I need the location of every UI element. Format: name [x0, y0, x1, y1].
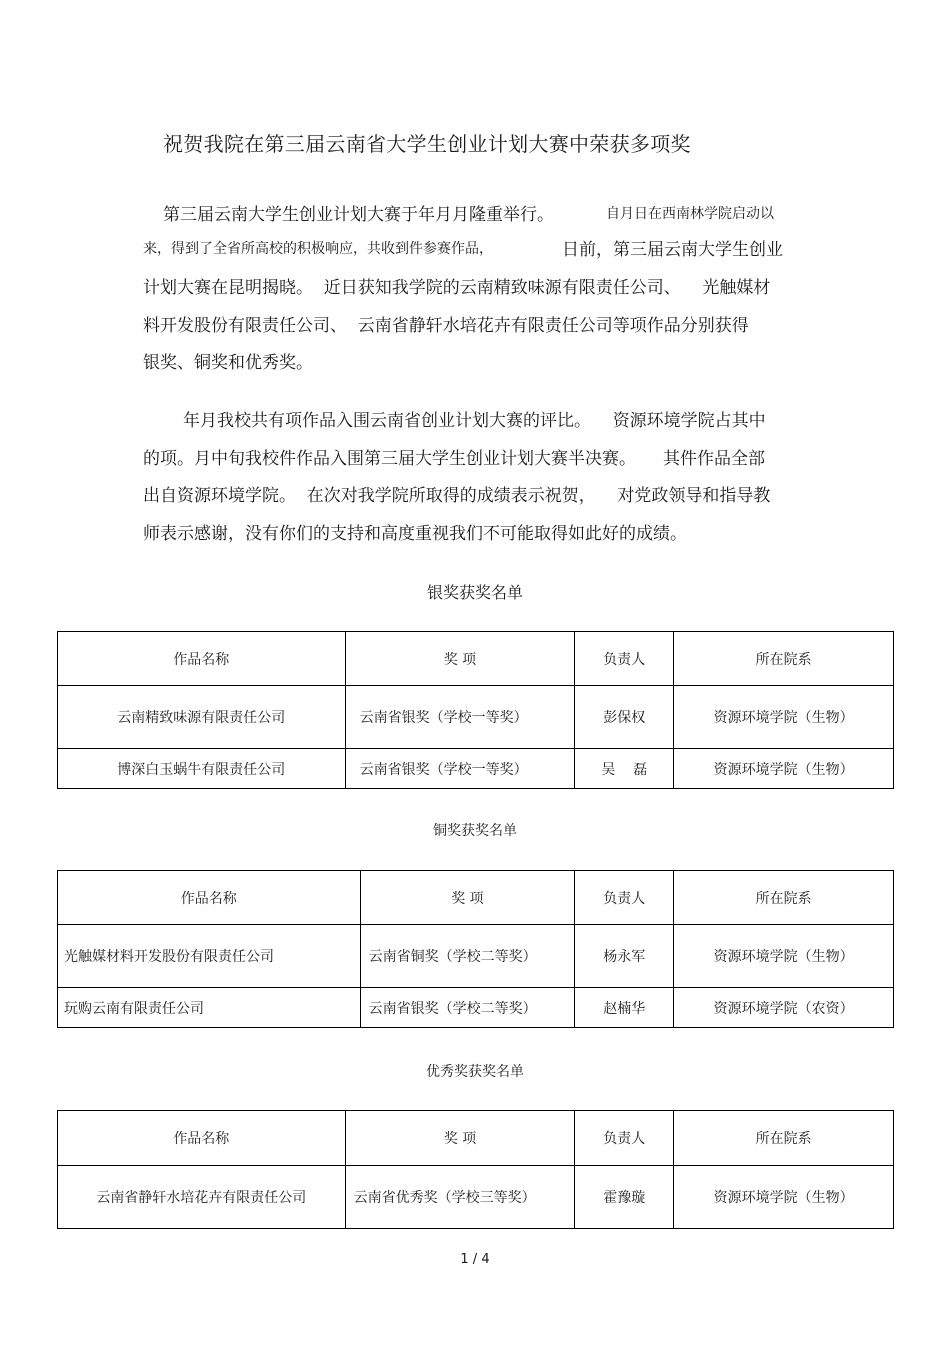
table-header-row	[58, 632, 894, 686]
paragraph2-line2: 的项。月中旬我校件作品入围第三届大学生创业计划大赛半决赛。 其件作品全部	[143, 449, 766, 469]
header-person: 负责人	[575, 1111, 674, 1166]
cell-name: 玩购云南有限责任公司	[58, 988, 361, 1028]
silver-table	[57, 631, 894, 789]
cell-dept: 资源环境学院（农资）	[674, 988, 894, 1028]
header-award: 奖 项	[345, 632, 575, 686]
header-dept: 所在院系	[674, 632, 894, 686]
cell-award: 云南省优秀奖（学校三等奖）	[345, 1166, 575, 1229]
header-award: 奖 项	[345, 1111, 575, 1166]
cell-person: 赵楠华	[575, 988, 674, 1028]
cell-award: 云南省银奖（学校一等奖）	[345, 749, 575, 789]
paragraph1-line2a: 来，得到了全省所高校的积极响应，共收到件参赛作品，	[143, 241, 493, 257]
cell-award: 云南省银奖（学校一等奖）	[345, 686, 575, 749]
header-dept: 所在院系	[674, 871, 894, 925]
paragraph2-line3: 出自资源环境学院。 在次对我学院所取得的成绩表示祝贺， 对党政领导和指导教	[143, 486, 771, 506]
header-name: 作品名称	[58, 1111, 346, 1166]
header-name: 作品名称	[58, 632, 346, 686]
table-row	[58, 749, 894, 789]
table-header-row	[58, 1111, 894, 1166]
cell-award: 云南省银奖（学校二等奖）	[360, 988, 575, 1028]
cell-person: 杨永军	[575, 925, 674, 988]
header-award: 奖 项	[360, 871, 575, 925]
table-row	[58, 925, 894, 988]
excellent-caption: 优秀奖获奖名单	[426, 1064, 524, 1080]
cell-dept: 资源环境学院（生物）	[674, 686, 894, 749]
table-row	[58, 988, 894, 1028]
table-header-row	[58, 871, 894, 925]
paragraph1-line2b: 日前，第三届云南大学生创业	[562, 240, 783, 260]
page-title: 祝贺我院在第三届云南省大学生创业计划大赛中荣获多项奖	[163, 132, 691, 156]
paragraph2-line4: 师表示感谢，没有你们的支持和高度重视我们不可能取得如此好的成绩。	[143, 524, 687, 544]
paragraph1-line3: 计划大赛在昆明揭晓。 近日获知我学院的云南精致味源有限责任公司、 光触媒材	[143, 278, 771, 298]
cell-name: 光触媒材料开发股份有限责任公司	[58, 925, 361, 988]
cell-name: 博深白玉蜗牛有限责任公司	[58, 749, 346, 789]
paragraph1-line1b: 自月日在西南林学院启动以	[606, 206, 774, 222]
excellent-table	[57, 1110, 894, 1229]
silver-caption: 银奖获奖名单	[426, 583, 523, 602]
header-person: 负责人	[575, 871, 674, 925]
header-dept: 所在院系	[674, 1111, 894, 1166]
paragraph2-line1: 年月我校共有项作品入围云南省创业计划大赛的评比。 资源环境学院占其中	[183, 411, 766, 431]
paragraph1-line4: 料开发股份有限责任公司、 云南省静轩水培花卉有限责任公司等项作品分别获得	[143, 316, 749, 336]
cell-dept: 资源环境学院（生物）	[674, 749, 894, 789]
cell-person: 吴 磊	[575, 749, 674, 789]
cell-name: 云南精致味源有限责任公司	[58, 686, 346, 749]
cell-dept: 资源环境学院（生物）	[674, 925, 894, 988]
cell-name: 云南省静轩水培花卉有限责任公司	[58, 1166, 346, 1229]
cell-award: 云南省铜奖（学校二等奖）	[360, 925, 575, 988]
cell-person: 霍豫璇	[575, 1166, 674, 1229]
cell-person: 彭保权	[575, 686, 674, 749]
header-name: 作品名称	[58, 871, 361, 925]
page-number: 1 / 4	[460, 1252, 490, 1267]
paragraph1-line5: 银奖、铜奖和优秀奖。	[143, 353, 313, 373]
paragraph1-line1a: 第三届云南大学生创业计划大赛于年月月隆重举行。	[163, 205, 554, 225]
table-row	[58, 1166, 894, 1229]
bronze-caption: 铜奖获奖名单	[433, 823, 517, 839]
cell-dept: 资源环境学院（生物）	[674, 1166, 894, 1229]
table-row	[58, 686, 894, 749]
bronze-table	[57, 870, 894, 1028]
header-person: 负责人	[575, 632, 674, 686]
